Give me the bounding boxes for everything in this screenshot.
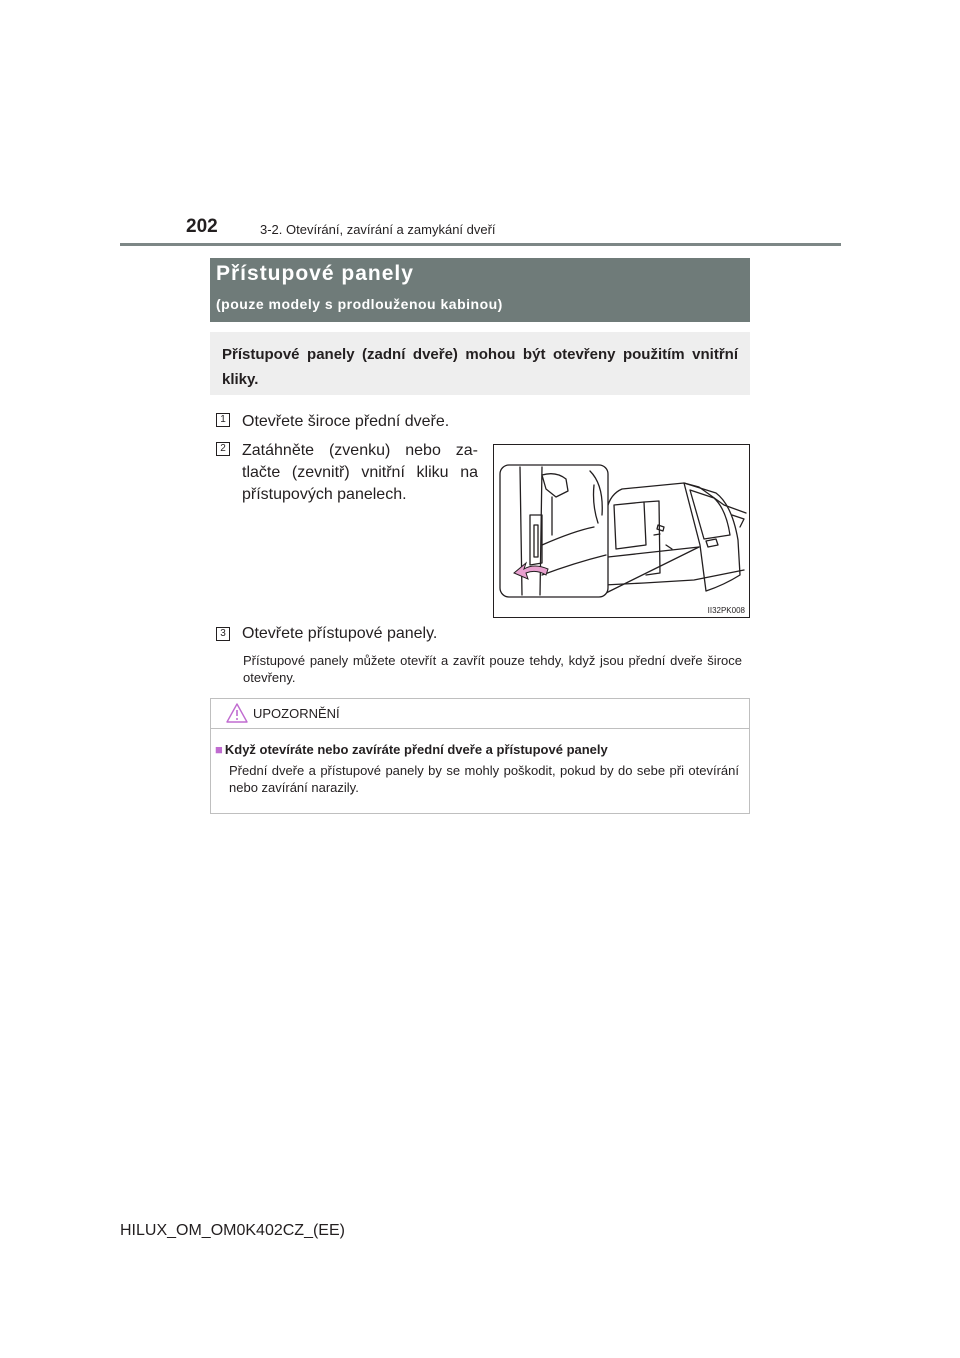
step-text-3: Otevřete přístupové panely. [242,625,438,642]
page-number: 202 [186,216,218,237]
figure-code: II32PK008 [707,606,745,615]
door-handle-illustration [494,445,749,617]
page-title: Přístupové panely [216,262,414,285]
warning-triangle-icon [225,702,249,724]
header-rule [120,243,841,246]
step-number-2: 2 [216,442,230,456]
note-text: Přístupové panely můžete otevřít a zavřít pouze tehdy, když jsou přední dveře široce otevřeny. [243,653,742,685]
footer-code: HILUX_OM_OM0K402CZ_(EE) [120,1222,345,1239]
caution-body: Přední dveře a přístupové panely by se mohly poškodit, pokud by do sebe při otevírání nebo zavírání narazily. [229,763,739,795]
page-subtitle: (pouze modely s prodlouženou kabinou) [216,296,503,312]
bullet-square-icon: ■ [215,742,223,757]
step-text-2 [242,440,478,506]
step-text-2-line-1: Zatáhněte (zvenku) nebo za- [242,442,478,459]
illustration-access-panels [493,444,750,618]
step-text-2-line-3: přístupových panelech. [242,486,407,503]
step-number-1: 1 [216,413,230,427]
step-text-2-line-2: tlačte (zevnitř) vnitřní kliku na [242,464,478,481]
section-path: 3-2. Otevírání, zavírání a zamykání dveří [260,222,496,237]
intro-box [210,332,750,395]
caution-header [211,699,749,729]
title-box [210,258,750,322]
caution-heading-text: Když otevíráte nebo zavíráte přední dveře a přístupové panely [224,742,608,757]
caution-box [210,698,750,814]
step-text-1: Otevřete široce přední dveře. [242,413,450,430]
intro-text: Přístupové panely (zadní dveře) mohou být otevřeny použitím vnitřní kliky. [222,346,738,388]
caution-label: UPOZORNĚNÍ [253,706,340,721]
step-number-3: 3 [216,627,230,641]
caution-heading [215,742,608,757]
